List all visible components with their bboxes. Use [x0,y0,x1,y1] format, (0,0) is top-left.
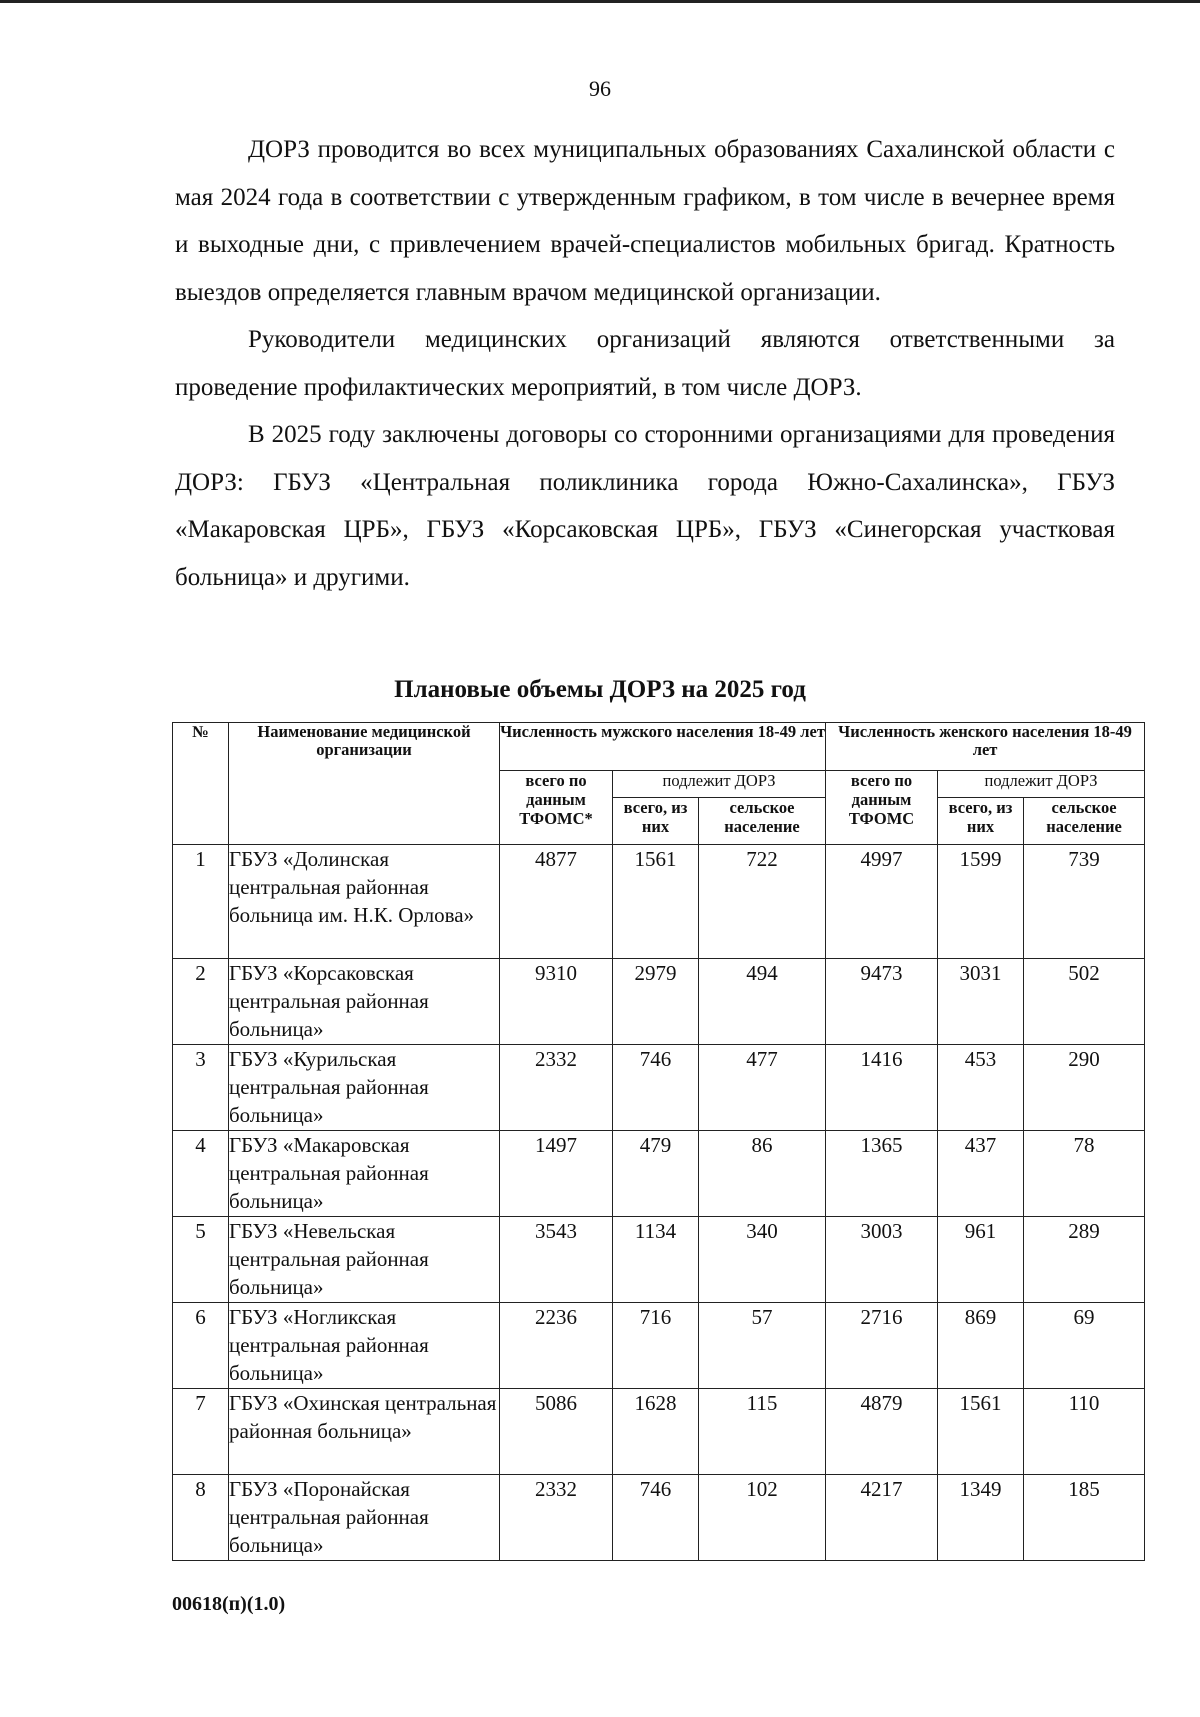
row-name: ГБУЗ «Корсаковская центральная районная больница» [229,959,500,1045]
row-male-rural: 494 [699,959,826,1045]
header-male-subject: подлежит ДОРЗ [613,771,826,798]
header-male-group: Численность мужского населения 18-49 лет [500,723,826,771]
row-num: 2 [173,959,229,1045]
row-female-total: 2716 [826,1303,938,1389]
header-num: № [173,723,229,845]
paragraph-3: В 2025 году заключены договоры со сторонними организациями для проведения ДОРЗ: ГБУЗ «Центральная поликлиника города Южно-Сахалинска», ГБУЗ «Макаровская ЦРБ», ГБУЗ «Корсаковская ЦРБ», ГБУЗ «Синегорская участковая больница» и другими. [175,421,1115,591]
row-male-subject: 716 [613,1303,699,1389]
table-row [173,959,1145,1045]
row-male-total: 1497 [500,1131,613,1217]
row-male-rural: 86 [699,1131,826,1217]
row-female-subject: 453 [938,1045,1024,1131]
header-male-total [500,771,613,845]
table-row [173,1045,1145,1131]
header-male-total-line1: всего по [525,771,587,790]
document-code: 00618(п)(1.0) [172,1593,286,1615]
row-female-subject: 961 [938,1217,1024,1303]
table-title: Плановые объемы ДОРЗ на 2025 год [394,676,806,703]
row-male-total: 2332 [500,1475,613,1561]
header-male-subject-rural: сельское население [699,798,826,845]
row-num: 5 [173,1217,229,1303]
row-female-total: 3003 [826,1217,938,1303]
row-female-total: 1365 [826,1131,938,1217]
row-female-rural: 69 [1024,1303,1145,1389]
row-male-total: 3543 [500,1217,613,1303]
paragraph-2: Руководители медицинских организаций являются ответственными за проведение профилактических мероприятий, в том числе ДОРЗ. [175,326,1115,401]
row-num: 8 [173,1475,229,1561]
table-row [173,845,1145,959]
row-female-subject: 1349 [938,1475,1024,1561]
row-female-rural: 290 [1024,1045,1145,1131]
row-male-rural: 340 [699,1217,826,1303]
row-female-total: 1416 [826,1045,938,1131]
row-female-total: 9473 [826,959,938,1045]
row-male-subject: 746 [613,1045,699,1131]
table-row [173,1475,1145,1561]
row-female-subject: 869 [938,1303,1024,1389]
row-male-total: 5086 [500,1389,613,1475]
row-name: ГБУЗ «Невельская центральная районная больница» [229,1217,500,1303]
row-female-rural: 110 [1024,1389,1145,1475]
header-female-subject: подлежит ДОРЗ [938,771,1145,798]
paragraph-1: ДОРЗ проводится во всех муниципальных образованиях Сахалинской области с мая 2024 года в соответствии с утвержденным графиком, в том числе в вечернее время и выходные дни, с привлечением врачей-специалистов мобильных бригад. Кратность выездов определяется главным врачом медицинской организации. [175,136,1115,306]
row-female-subject: 3031 [938,959,1024,1045]
row-female-subject: 1561 [938,1389,1024,1475]
row-name: ГБУЗ «Охинская центральная районная больница» [229,1389,500,1475]
body-text [175,126,1115,601]
row-female-total: 4879 [826,1389,938,1475]
row-male-total: 2236 [500,1303,613,1389]
top-rule [0,0,1200,3]
header-female-subject-rural: сельское население [1024,798,1145,845]
row-male-total: 4877 [500,845,613,959]
row-female-rural: 502 [1024,959,1145,1045]
header-name: Наименование медицинской организации [229,723,500,845]
header-female-group: Численность женского населения 18-49 лет [826,723,1145,771]
row-num: 6 [173,1303,229,1389]
row-male-rural: 722 [699,845,826,959]
row-female-rural: 185 [1024,1475,1145,1561]
row-num: 3 [173,1045,229,1131]
table-row [173,1217,1145,1303]
row-male-rural: 477 [699,1045,826,1131]
row-num: 7 [173,1389,229,1475]
table-row [173,1389,1145,1475]
table-row [173,1131,1145,1217]
row-female-rural: 289 [1024,1217,1145,1303]
header-female-total-line1: всего по [850,771,913,790]
header-female-total-line2: данным ТФОМС [848,790,915,828]
header-male-total-line2: данным ТФОМС* [519,790,593,828]
row-male-total: 9310 [500,959,613,1045]
row-male-subject: 1628 [613,1389,699,1475]
row-male-rural: 57 [699,1303,826,1389]
row-female-rural: 78 [1024,1131,1145,1217]
row-name: ГБУЗ «Поронайская центральная районная больница» [229,1475,500,1561]
row-male-total: 2332 [500,1045,613,1131]
row-female-total: 4217 [826,1475,938,1561]
page-number: 96 [589,76,611,101]
row-name: ГБУЗ «Макаровская центральная районная больница» [229,1131,500,1217]
row-num: 1 [173,845,229,959]
row-male-subject: 746 [613,1475,699,1561]
plan-table [172,722,1145,1561]
table-row [173,1303,1145,1389]
row-male-subject: 1134 [613,1217,699,1303]
row-male-rural: 102 [699,1475,826,1561]
row-female-subject: 1599 [938,845,1024,959]
row-female-rural: 739 [1024,845,1145,959]
row-male-subject: 1561 [613,845,699,959]
header-female-total [826,771,938,845]
header-male-subject-total: всего, из них [613,798,699,845]
row-female-subject: 437 [938,1131,1024,1217]
row-male-subject: 2979 [613,959,699,1045]
row-num: 4 [173,1131,229,1217]
row-male-subject: 479 [613,1131,699,1217]
row-female-total: 4997 [826,845,938,959]
row-name: ГБУЗ «Долинская центральная районная больница им. Н.К. Орлова» [229,845,500,959]
header-female-subject-total: всего, из них [938,798,1024,845]
row-name: ГБУЗ «Курильская центральная районная больница» [229,1045,500,1131]
row-name: ГБУЗ «Ногликская центральная районная больница» [229,1303,500,1389]
row-male-rural: 115 [699,1389,826,1475]
